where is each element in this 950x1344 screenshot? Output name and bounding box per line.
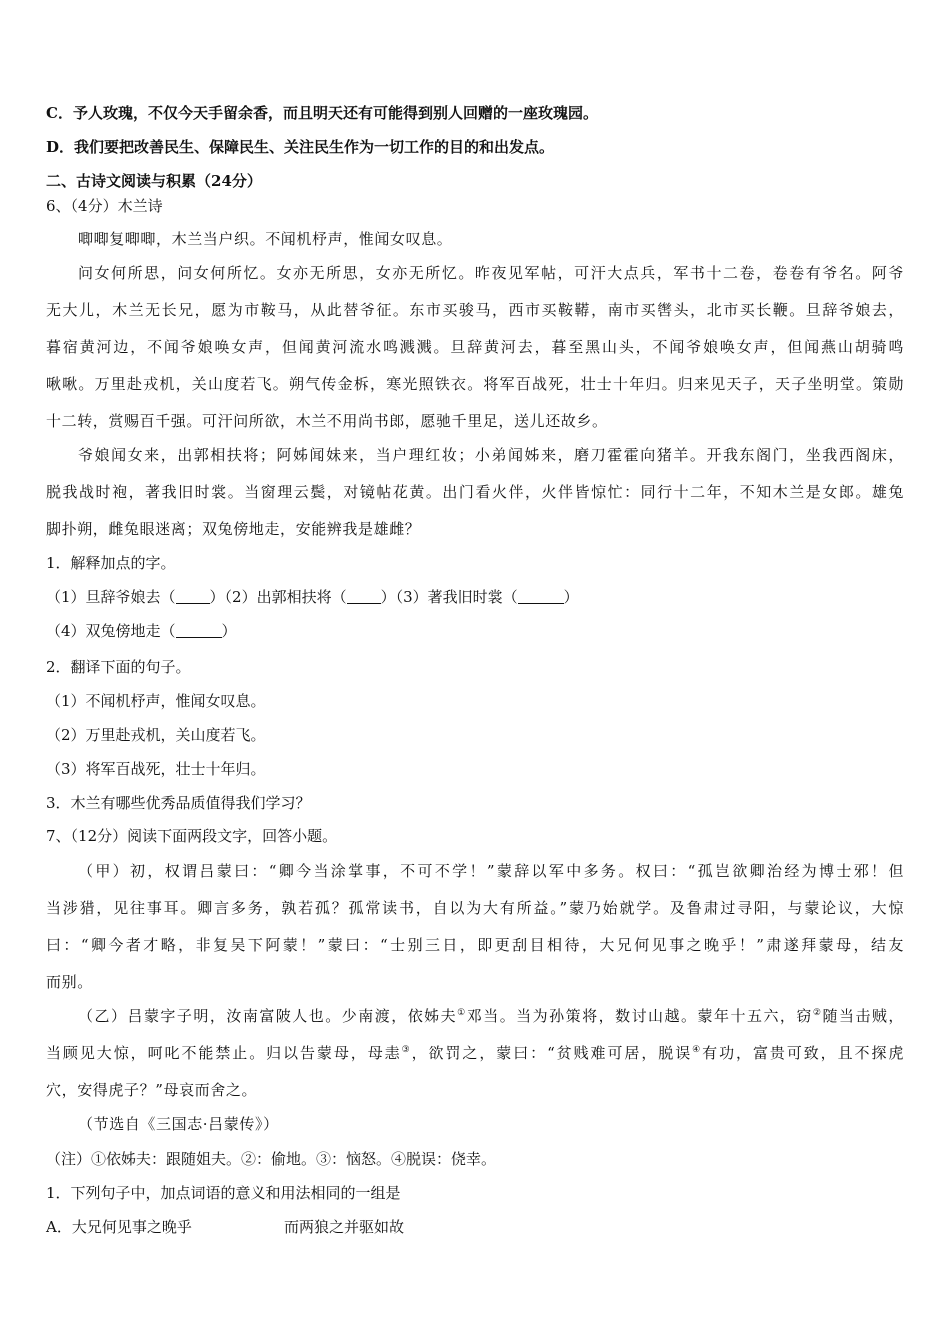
question-6-title: 6、（4分）木兰诗 (46, 197, 163, 215)
passage-jia-line: 而别。 (46, 973, 93, 991)
footnote-marker: ③ (401, 1045, 412, 1055)
blank-prompt: （4）双兔傍地走（ (46, 622, 176, 640)
sub-question-1-line-1 (46, 587, 579, 607)
question-7-title: 7、（12分）阅读下面两段文字，回答小题。 (46, 827, 338, 845)
sub-question-3-title: 3．木兰有哪些优秀品质值得我们学习？ (46, 794, 311, 812)
section-heading: 二、古诗文阅读与积累（24分） (46, 172, 262, 190)
blank-prompt: ）（2）出郭相扶将（ (209, 588, 347, 606)
q7-sub-question-1-title: 1．下列句子中，加点词语的意义和用法相同的一组是 (46, 1184, 401, 1202)
footnote-marker: ② (812, 1008, 823, 1018)
option-c: C．予人玫瑰，不仅今天手留余香，而且明天还有可能得到别人回赠的一座玫瑰园。 (46, 104, 598, 122)
option-a-left: A．大兄何见事之晚乎 (46, 1218, 192, 1236)
passage-yi-line: （乙）吕蒙字子明，汝南富陂人也。少南渡，依姊夫①邓当。当为孙策将，数讨山越。蒙年十五六，窃②随当击贼， (78, 1007, 905, 1025)
poem-line: 暮宿黄河边，不闻爷娘唤女声，但闻黄河流水鸣溅溅。旦辞黄河去，暮至黑山头，不闻爷娘唤女声，但闻燕山胡骑鸣 (46, 338, 904, 356)
poem-line: 爷娘闻女来，出郭相扶将；阿姊闻妹来，当户理红妆；小弟闻姊来，磨刀霍霍向猪羊。开我东阁门，坐我西阁床， (78, 446, 904, 464)
passage-jia-line: 曰：“卿今者才略，非复吴下阿蒙！”蒙曰：“士别三日，即更刮目相待，大兄何见事之晚乎！”肃遂拜蒙母，结友 (46, 936, 904, 954)
answer-blank[interactable] (176, 623, 222, 638)
passage-jia-line: （甲）初，权谓吕蒙曰：“卿今当涂掌事，不可不学！”蒙辞以军中多务。权曰：“孤岂欲卿治经为博士邪！但 (78, 862, 904, 880)
poem-line: 十二转，赏赐百千强。可汗问所欲，木兰不用尚书郎，愿驰千里足，送儿还故乡。 (46, 412, 608, 430)
blank-prompt: ） (221, 622, 237, 640)
blank-prompt: ） (563, 588, 579, 606)
sub-question-2-title: 2．翻译下面的句子。 (46, 658, 191, 676)
passage-jia-line: 当涉猎，见往事耳。卿言多务，孰若孤？孤常读书，自以为大有所益。”蒙乃始就学。及鲁肃过寻阳，与蒙论议，大惊 (46, 899, 904, 917)
answer-blank[interactable] (347, 589, 381, 604)
translate-item: （2）万里赴戎机，关山度若飞。 (46, 726, 266, 744)
passage-notes: （注）①依姊夫：跟随姐夫。②：偷地。③：恼怒。④脱误：侥幸。 (46, 1150, 497, 1168)
passage-yi-line: 当顾见大惊，呵叱不能禁止。归以告蒙母，母恚③，欲罚之，蒙曰：“贫贱难可居，脱误④有功，富贵可致，且不探虎 (46, 1044, 905, 1062)
poem-paragraph-1: 唧唧复唧唧，木兰当户织。不闻机杼声，惟闻女叹息。 (78, 230, 453, 248)
option-d: D．我们要把改善民生、保障民生、关注民生作为一切工作的目的和出发点。 (46, 138, 555, 156)
poem-line: 脱我战时袍，著我旧时裳。当窗理云鬓，对镜帖花黄。出门看火伴，火伴皆惊忙：同行十二年，不知木兰是女郎。雄兔 (46, 483, 904, 501)
poem-line: 脚扑朔，雌兔眼迷离；双兔傍地走，安能辨我是雄雌？ (46, 520, 421, 538)
translate-item: （1）不闻机杼声，惟闻女叹息。 (46, 692, 266, 710)
passage-yi-line: 穴，安得虎子？”母哀而舍之。 (46, 1081, 258, 1099)
option-a-right: 而两狼之并驱如故 (284, 1218, 405, 1236)
poem-line: 无大儿，木兰无长兄，愿为市鞍马，从此替爷征。东市买骏马，西市买鞍鞯，南市买辔头，北市买长鞭。旦辞爷娘去， (46, 301, 904, 319)
sub-question-1-title: 1．解释加点的字。 (46, 554, 176, 572)
poem-line: 啾啾。万里赴戎机，关山度若飞。朔气传金柝，寒光照铁衣。将军百战死，壮士十年归。归来见天子，天子坐明堂。策勋 (46, 375, 904, 393)
translate-item: （3）将军百战死，壮士十年归。 (46, 760, 266, 778)
poem-line: 问女何所思，问女何所忆。女亦无所思，女亦无所忆。昨夜见军帖，可汗大点兵，军书十二卷，卷卷有爷名。阿爷 (78, 264, 904, 282)
blank-prompt: （1）旦辞爷娘去（ (46, 588, 176, 606)
footnote-marker: ① (457, 1008, 467, 1018)
sub-question-1-line-2 (46, 621, 237, 641)
answer-blank[interactable] (518, 589, 564, 604)
answer-blank[interactable] (176, 589, 210, 604)
footnote-marker: ④ (692, 1045, 703, 1055)
passage-source: （节选自《三国志·吕蒙传》） (78, 1115, 279, 1133)
blank-prompt: ）（3）著我旧时裳（ (380, 588, 518, 606)
